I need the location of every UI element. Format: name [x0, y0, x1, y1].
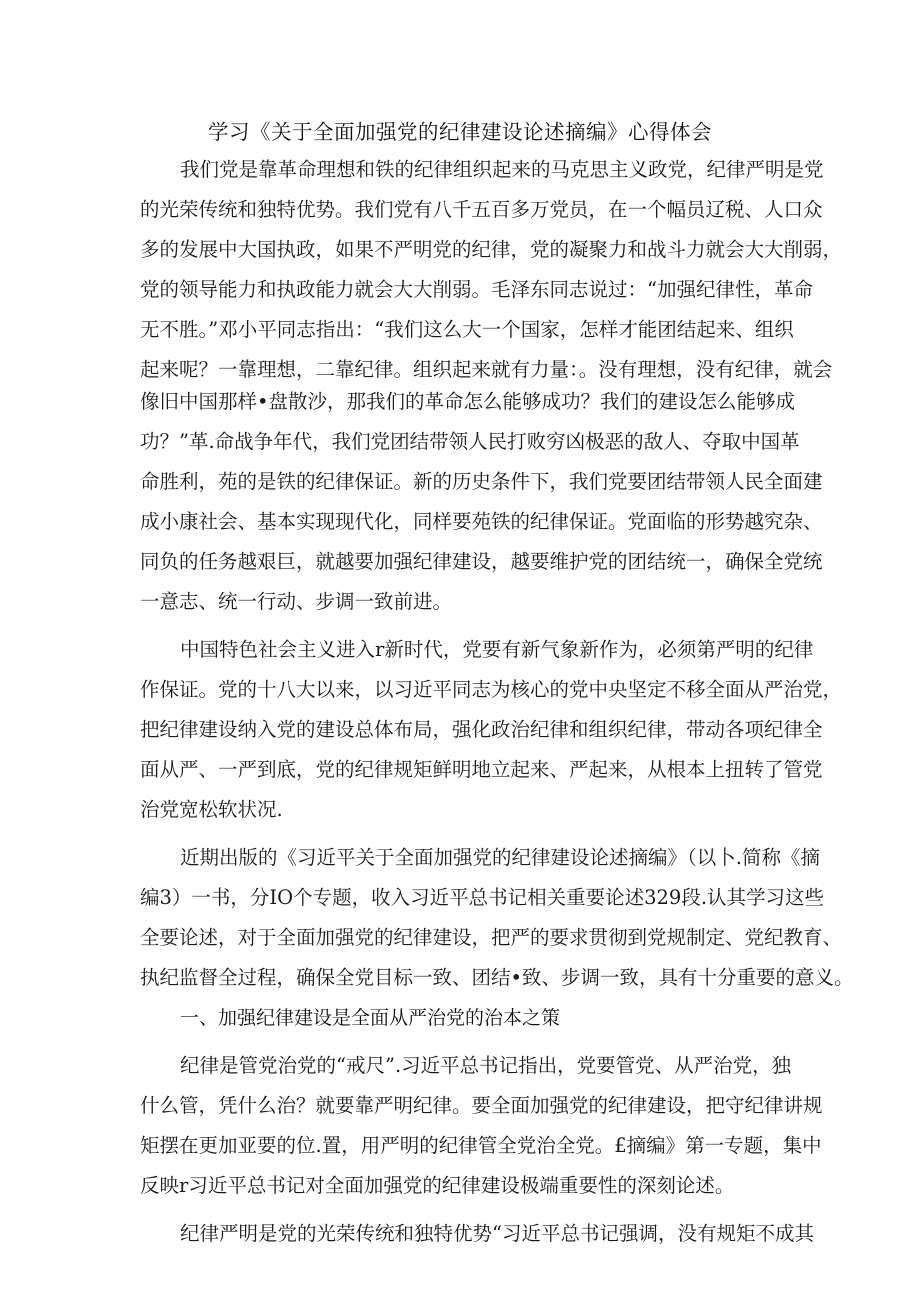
section-heading: 一、加强纪律建设是全面从严治党的治本之策 — [180, 1007, 561, 1029]
paragraph-line: 面从严、一严到底，党的纪律规矩鲜明地立起来、严起来，从根本上扭转了管党 — [140, 758, 823, 781]
paragraph-line: 把纪律建设纳入党的建设总体布局，强化政治纪律和组织纪律，带动各项纪律全 — [140, 718, 823, 741]
paragraph-line: 全要论述，对于全面加强党的纪律建设，把严的要求贯彻到党规制定、党纪教育、 — [140, 926, 843, 949]
paragraph-line: 无不胜。”邓小平同志指出：“我们这么大一个国家，怎样才能团结起来、组织 — [140, 318, 794, 341]
paragraph-line: 起来呢？一靠理想，二靠纪律。组织起来就有力量：。没有理想，没有纪律，就会 — [140, 358, 833, 381]
paragraph-line: 成小康社会、基本实现现代化，同样要苑铁的纪律保证。党面临的形势越究杂、 — [140, 510, 823, 533]
paragraph-line: 反映r习近平总书记对全面加强党的纪律建设极端重要性的深刻论述。 — [140, 1174, 735, 1197]
paragraph-line: 一意志、统一行动、步调一致前进。 — [140, 590, 453, 613]
paragraph-line: 作保证。党的十八大以来，以习近平同志为核心的党中央坚定不移全面从严治党， — [140, 678, 843, 701]
paragraph-line: 同负的任务越艰巨，就越要加强纪律建设，越要维护党的团结统一，确保全党统 — [140, 550, 823, 573]
paragraph-line: 的光荣传统和独特优势。我们党有八千五百多万党员，在一个幅员辽税、人口众 — [140, 198, 823, 221]
paragraph-line: 功？”革.命战争年代，我们党团结带领人民打败穷凶极恶的敌人、夺取中国革 — [140, 430, 800, 453]
paragraph-line: 我们党是靠革命理想和铁的纪律组织起来的马克思主义政党，纪律严明是党 — [180, 158, 824, 181]
paragraph-line: 党的领导能力和执政能力就会大大削弱。毛泽东同志说过：“加强纪律性，革命 — [140, 278, 813, 301]
paragraph-line: 编3）一书，分IO个专题，收入习近平总书记相关重要论述329段.认其学习这些 — [140, 886, 825, 909]
paragraph-line: 治党宽松软状况. — [140, 798, 283, 821]
paragraph-line: 中国特色社会主义进入r新时代，党要有新气象新作为，必须第严明的纪律 — [180, 638, 814, 661]
paragraph-line: 多的发展中大国执政，如果不严明党的纪律，党的凝聚力和战斗力就会大大削弱， — [140, 238, 843, 261]
paragraph-line: 纪律严明是党的光荣传统和独特优势“习近平总书记强调，没有规矩不成其 — [180, 1222, 814, 1245]
paragraph-line: 执纪监督全过程，确保全党目标一致、团结•致、步调一致，具有十分重要的意义。 — [140, 966, 854, 989]
paragraph-line: 像旧中国那样•盘散沙，那我们的革命怎么能够成功？我们的建设怎么能够成 — [140, 390, 796, 413]
paragraph-line: 矩摆在更加亚要的位.置，用严明的纪律管全党治全党。£摘编》第一专题，集中 — [140, 1134, 822, 1157]
paragraph-line: 命胜利，苑的是铁的纪律保证。新的历史条件下，我们党要团结带领人民全面建 — [140, 470, 823, 493]
paragraph-line: 近期出版的《习近平关于全面加强党的纪律建设论述摘编》（以卜.简称《摘 — [180, 846, 820, 869]
paragraph-line: 什么管，凭什么治？就要靠严明纪律。要全面加强党的纪律建设，把守纪律讲规 — [140, 1094, 823, 1117]
document-title: 学习《关于全面加强党的纪律建设论述摘编》心得体会 — [208, 120, 712, 144]
paragraph-line: 纪律是管党治党的“戒尺”.习近平总书记指出，党要管党、从严治党，独 — [180, 1054, 792, 1077]
